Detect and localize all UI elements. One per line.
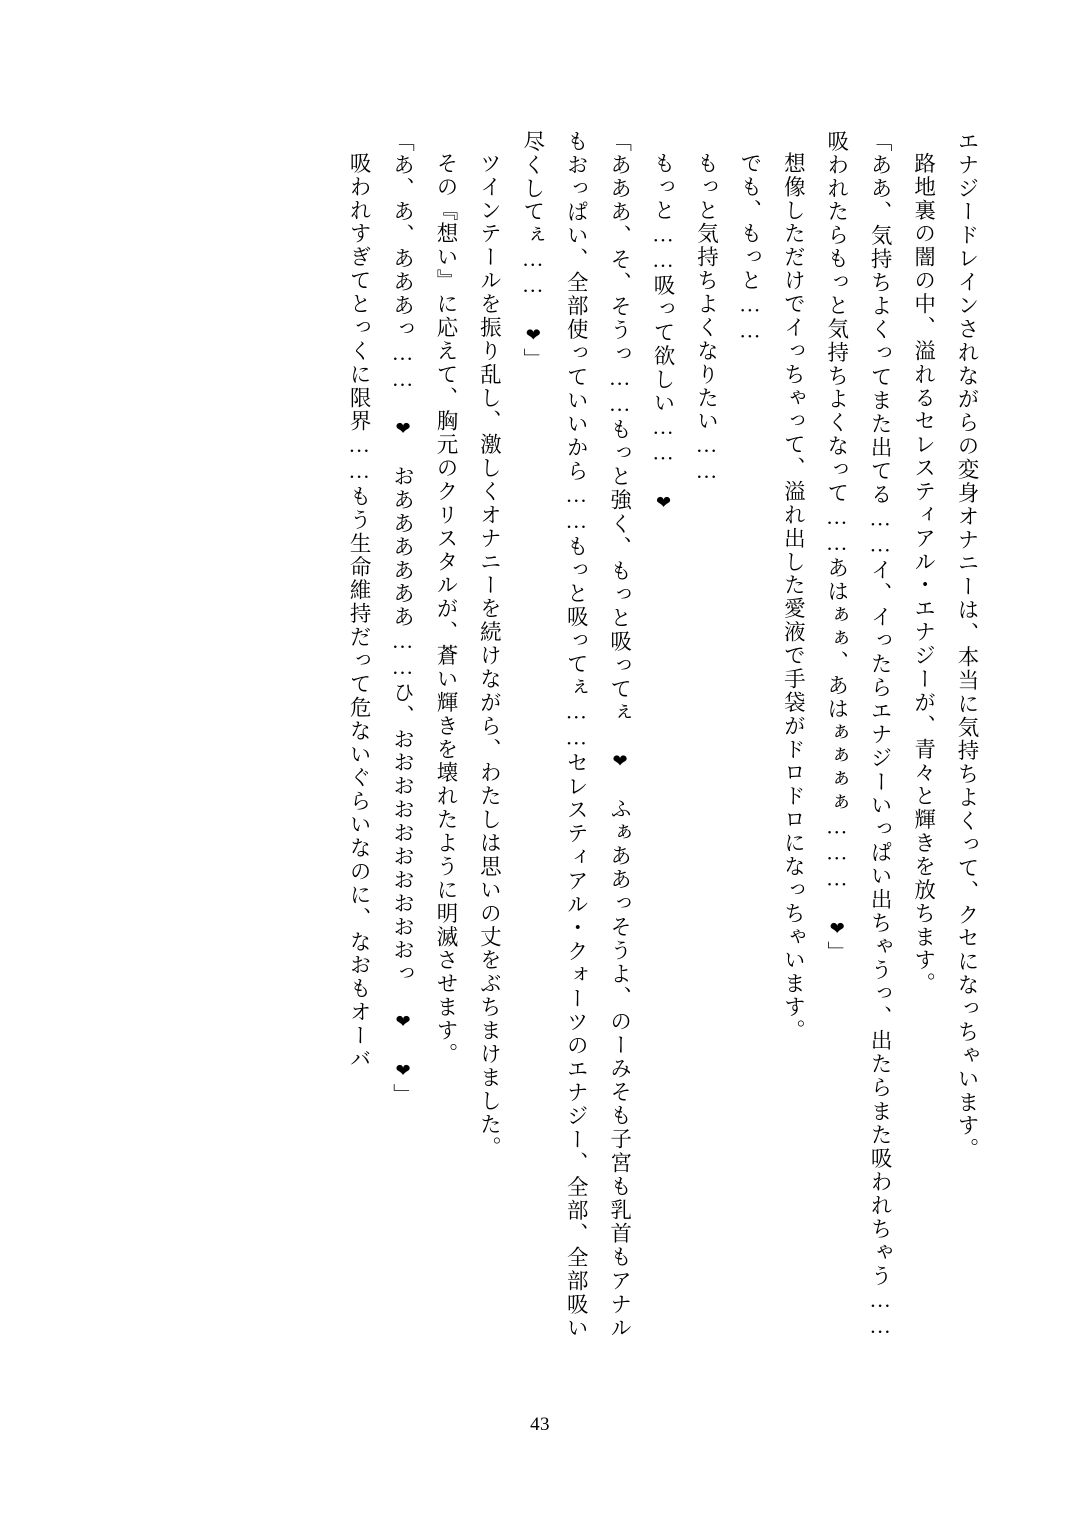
page-number: 43 (530, 1414, 550, 1435)
heart-icon: ❤ (392, 418, 414, 442)
body-text (128, 130, 988, 1340)
paragraph: でも、もっと…… (737, 151, 762, 344)
paragraph: 路地裏の闇の中、溢れるセレスティアル・エナジーが、青々と輝きを放ちます。 (911, 151, 936, 996)
heart-icon: ❤ (392, 1011, 414, 1035)
heart-icon: ❤ (392, 1060, 414, 1084)
paragraph: もっと……吸って欲しい…… ❤ (651, 151, 676, 516)
paragraph: 「あああ、そ、そうっ……もっと強く、もっと吸ってぇ ❤ ふぁああっそうよ、のーみそも子宮も乳首もアナルもおっぱい、全部使っていいから……もっと吸ってぇ……セレスティアル・クォーツのエナジー、全部、全部吸い尽くしてぇ…… ❤」 (520, 130, 632, 1341)
paragraph: ツインテールを振り乱し、激しくオナニーを続けながら、わたしは思いの丈をぶちまけました。 (477, 151, 502, 1160)
heart-icon: ❤ (522, 324, 544, 348)
paragraph: その『想い』に応えて、胸元のクリスタルが、蒼い輝きを壊れたように明滅させます。 (433, 151, 458, 1066)
heart-icon: ❤ (653, 492, 675, 516)
paragraph: 「ああ、気持ちよくってまた出てる……イ、イったらエナジーいっぱい出ちゃうっ、出たらまた吸われちゃう……吸われたらもっと気持ちよくなって……あはぁぁ、あはぁぁぁぁ……… ❤」 (824, 130, 893, 1340)
paragraph: 吸われすぎてとっくに限界……もう生命維持だって危ないぐらいなのに、なおもオーバ (347, 151, 372, 1071)
heart-icon: ❤ (609, 750, 631, 774)
paragraph: エナジードレインされながらの変身オナニーは、本当に気持ちよくって、クセになっちゃいます。 (955, 130, 979, 1162)
paragraph: 「あ、あ、あああっ…… ❤ おああああああ……ひ、おおおおおおおおおおっ ❤ ❤」 (390, 130, 415, 1107)
heart-icon: ❤ (826, 918, 848, 942)
paragraph: 想像しただけでイっちゃって、溢れ出した愛液で手袋がドロドロになっちゃいます。 (781, 151, 806, 1043)
paragraph: もっと気持ちよくなりたい…… (694, 151, 719, 485)
